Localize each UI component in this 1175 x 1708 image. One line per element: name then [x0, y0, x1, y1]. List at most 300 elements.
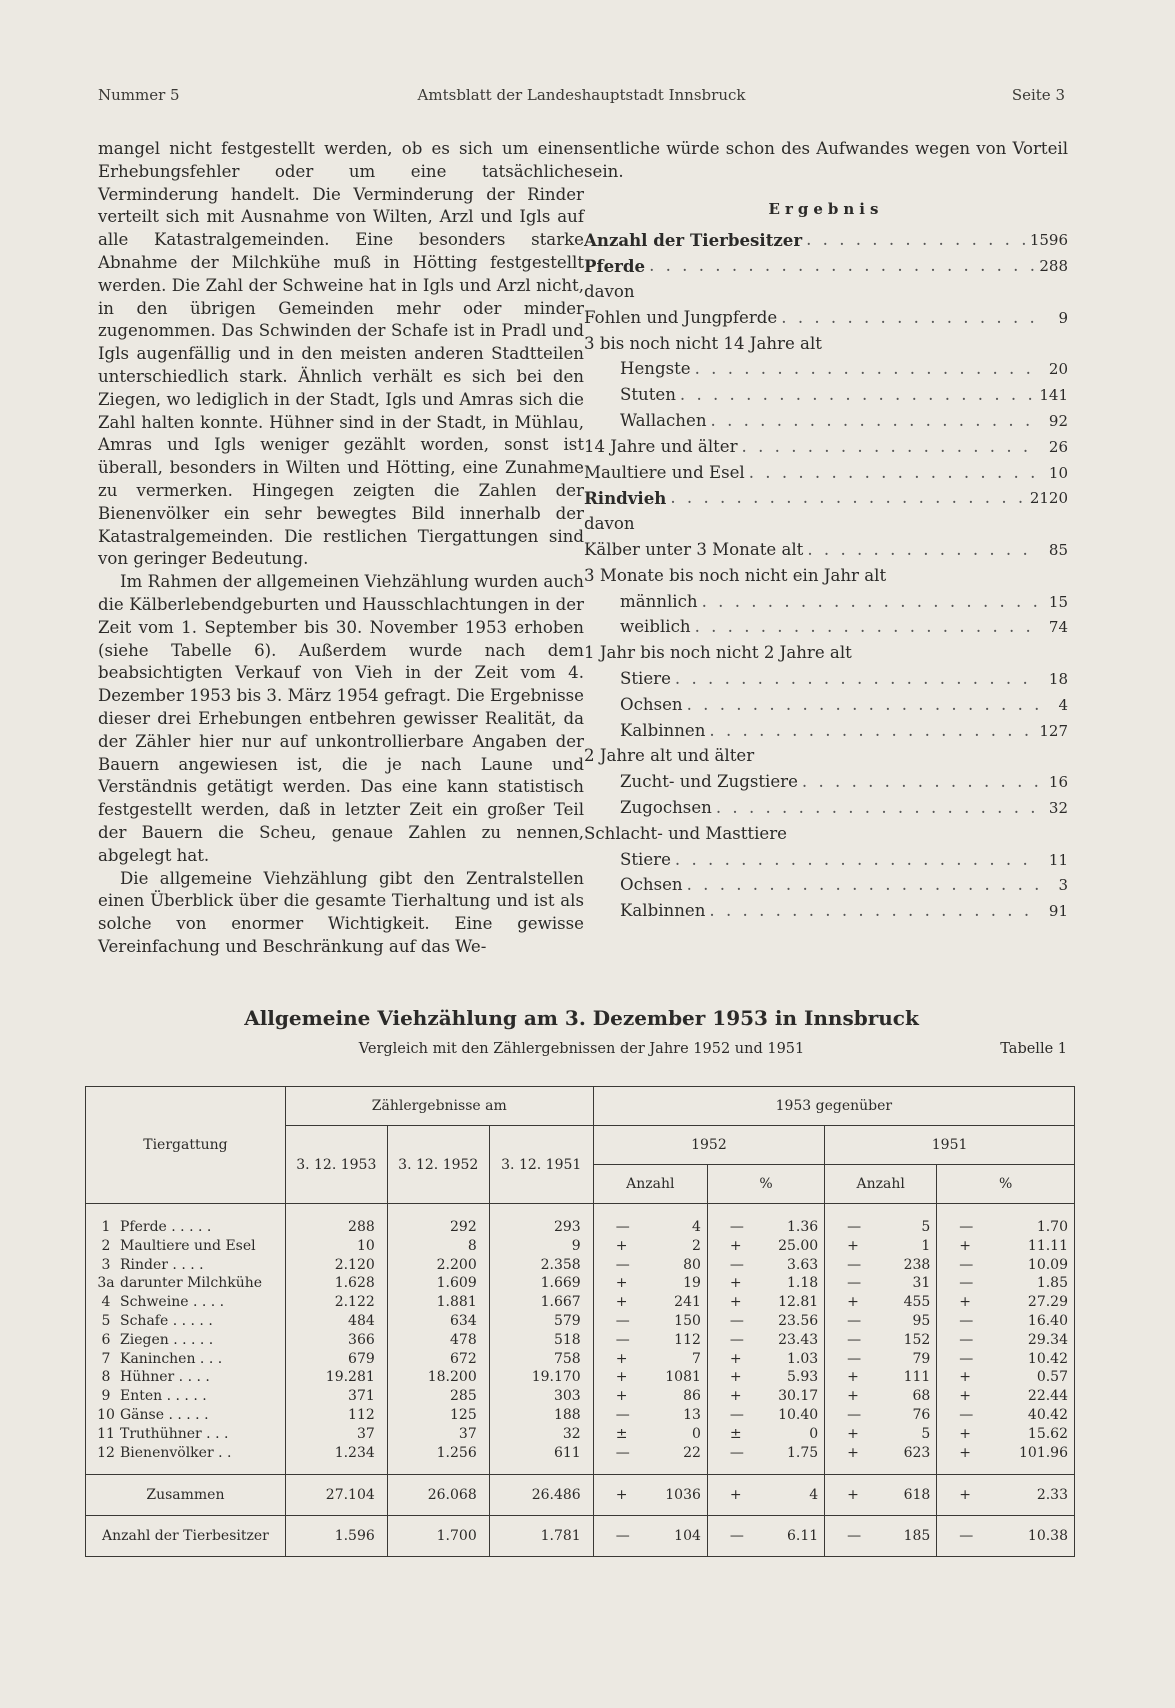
change-sign: — [729, 1406, 744, 1423]
cell-change [593, 1256, 707, 1275]
cell-v1952: 26.068 [387, 1475, 489, 1516]
table-row [86, 1368, 1075, 1387]
change-sign: + [615, 1294, 628, 1311]
row-label [86, 1331, 286, 1350]
change-sign: — [847, 1275, 862, 1292]
cell-v1951: 26.486 [489, 1475, 593, 1516]
change-sign: — [847, 1406, 862, 1423]
change-sign: — [959, 1312, 974, 1329]
cell-change [937, 1204, 1075, 1237]
result-label: weiblich [620, 617, 691, 637]
cell-change [707, 1516, 824, 1557]
cell-change [937, 1475, 1075, 1516]
change-value: 4 [691, 1219, 701, 1235]
result-value: 20 [1048, 360, 1068, 379]
result-label: 3 Monate bis noch nicht ein Jahr alt [584, 565, 887, 585]
change-value: 0 [691, 1425, 701, 1442]
result-item [584, 304, 1068, 330]
change-sign: + [615, 1388, 628, 1405]
dot-leader [705, 720, 1038, 743]
result-value: 3 [1058, 876, 1068, 895]
result-item [584, 226, 1068, 252]
result-item [584, 278, 1068, 304]
change-sign: + [729, 1275, 742, 1292]
change-value: 29.34 [1027, 1331, 1068, 1348]
cell-v1951: 293 [489, 1204, 593, 1237]
change-value: 23.56 [778, 1312, 819, 1329]
dot-leader [676, 384, 1038, 407]
row-number: 5 [101, 1312, 111, 1329]
cell-change [593, 1331, 707, 1350]
result-value: 85 [1048, 540, 1068, 559]
cell-change [707, 1274, 824, 1293]
result-item [584, 768, 1068, 794]
col-header-zaehlergebnisse: Zählergebnisse am [285, 1087, 593, 1126]
row-name: Schafe . . . . . [120, 1312, 213, 1329]
cell-change [937, 1387, 1075, 1406]
cell-change [937, 1444, 1075, 1475]
change-sign: + [847, 1425, 859, 1442]
cell-change [825, 1331, 937, 1350]
result-value: 26 [1048, 437, 1068, 456]
page-number: Seite 3 [1011, 86, 1065, 104]
result-value: 91 [1048, 902, 1068, 921]
col-header-tiergattung: Tiergattung [86, 1087, 286, 1204]
cell-change [707, 1406, 824, 1425]
cell-v1951: 188 [489, 1406, 593, 1425]
row-name: Gänse . . . . . [120, 1406, 209, 1423]
row-number: 1 [101, 1219, 111, 1235]
cell-change [825, 1406, 937, 1425]
cell-change [707, 1425, 824, 1444]
change-value: 3.63 [786, 1256, 819, 1273]
change-value: 185 [903, 1528, 931, 1545]
result-label: Stuten [620, 385, 676, 405]
col-header-anzahl: Anzahl [593, 1165, 707, 1204]
result-item [584, 330, 1068, 356]
row-number: 6 [101, 1331, 111, 1348]
col-header-anzahl: Anzahl [825, 1165, 937, 1204]
row-number: 3a [97, 1275, 115, 1292]
cell-v1952: 1.609 [387, 1274, 489, 1293]
paragraph: Die allgemeine Viehzählung gibt den Zentralstellen einen Überblick über die gesamte Tierhaltung und ist als solche von enormer Wichtigkeit. Eine gewisse Vereinfachung und Beschränkung auf das We- [98, 868, 584, 956]
change-value: 1081 [665, 1369, 701, 1386]
result-label: Zucht- und Zugstiere [620, 772, 798, 792]
livestock-table [85, 1086, 1075, 1557]
cell-v1951: 2.358 [489, 1256, 593, 1275]
table-row [86, 1256, 1075, 1275]
cell-v1951: 1.667 [489, 1293, 593, 1312]
row-name: Enten . . . . . [120, 1388, 207, 1405]
cell-v1951: 518 [489, 1331, 593, 1350]
row-label [86, 1368, 286, 1387]
page-header [98, 86, 1065, 110]
row-number: 8 [101, 1369, 111, 1386]
cell-v1953: 2.122 [285, 1293, 387, 1312]
change-value: 16.40 [1027, 1312, 1068, 1329]
result-label: Schlacht- und Masttiere [584, 823, 787, 843]
table-row [86, 1350, 1075, 1369]
change-value: 152 [903, 1331, 931, 1348]
cell-v1953: 366 [285, 1331, 387, 1350]
dot-leader [691, 358, 1038, 381]
result-item [584, 459, 1068, 485]
change-sign: — [615, 1528, 630, 1545]
col-header-1953: 3. 12. 1953 [285, 1126, 387, 1204]
result-label: Pferde [584, 256, 646, 277]
cell-v1951: 32 [489, 1425, 593, 1444]
cell-v1953: 1.234 [285, 1444, 387, 1475]
change-value: 86 [683, 1388, 701, 1405]
cell-change [825, 1350, 937, 1369]
row-name: Zusammen [146, 1487, 225, 1504]
dot-leader [671, 849, 1038, 872]
paragraph: Im Rahmen der allgemeinen Viehzählung wurden auch die Kälberlebendgeburten und Hausschlachtungen in der Zeit vom 1. September bis 30. November 1953 erhoben (siehe Tabelle 6). Außerdem wurde nach dem beabsichtigten Verkauf von Vieh in der Zeit vom 4. Dezember 1953 bis 3. März 1954 gefragt. Die Ergebnisse dieser drei Erhebungen entbehren gewisser Realität, da der Zähler hier nur auf unkontrollierbare Angaben der Bauern angewiesen ist, die je nach Laune und Verständnis getätigt werden. Das eine kann statistisch festgestellt werden, daß in letzter Zeit ein großer Teil der Bauern die Scheu, genaue Zahlen zu nennen, abgelegt hat. [98, 572, 584, 865]
cell-change [825, 1425, 937, 1444]
dot-leader [683, 694, 1038, 717]
table-body [86, 1204, 1075, 1475]
change-value: 30.17 [778, 1388, 819, 1405]
dot-leader [798, 771, 1038, 794]
change-value: 27.29 [1027, 1294, 1068, 1311]
result-value: 92 [1048, 411, 1068, 430]
cell-v1952: 292 [387, 1204, 489, 1237]
cell-v1953: 1.596 [285, 1516, 387, 1557]
row-label [86, 1516, 286, 1557]
cell-change [593, 1312, 707, 1331]
dot-leader [645, 255, 1038, 278]
table-row [86, 1312, 1075, 1331]
row-number: 10 [97, 1406, 115, 1423]
change-sign: — [847, 1312, 862, 1329]
change-value: 4 [809, 1487, 819, 1504]
cell-change [825, 1293, 937, 1312]
cell-change [825, 1312, 937, 1331]
row-number: 12 [97, 1444, 115, 1461]
issue-number: Nummer 5 [98, 86, 180, 104]
paragraph: sentliche würde schon des Aufwandes wegen von Vorteil sein. [584, 139, 1068, 181]
change-sign: — [615, 1256, 630, 1273]
result-label: 1 Jahr bis noch nicht 2 Jahre alt [584, 643, 852, 663]
change-value: 2 [691, 1237, 701, 1254]
change-sign: + [959, 1444, 972, 1461]
cell-v1951: 303 [489, 1387, 593, 1406]
result-value: 1596 [1029, 231, 1068, 250]
change-sign: — [615, 1312, 630, 1329]
result-label: Maultiere und Esel [584, 462, 745, 482]
change-sign: — [847, 1350, 862, 1367]
cell-v1953: 19.281 [285, 1368, 387, 1387]
result-item [584, 717, 1068, 743]
change-sign: — [615, 1406, 630, 1423]
result-item [584, 846, 1068, 872]
change-value: 1.75 [786, 1444, 819, 1461]
change-sign: — [959, 1275, 974, 1292]
change-sign: — [959, 1331, 974, 1348]
cell-v1953: 1.628 [285, 1274, 387, 1293]
change-sign: — [959, 1406, 974, 1423]
dot-leader [671, 668, 1038, 691]
result-label: 14 Jahre und älter [584, 436, 738, 456]
dot-leader [698, 591, 1038, 614]
cell-v1951: 611 [489, 1444, 593, 1475]
result-label: 2 Jahre alt und älter [584, 746, 755, 766]
change-sign: + [959, 1237, 972, 1254]
change-value: 22.44 [1027, 1388, 1068, 1405]
cell-change [825, 1387, 937, 1406]
change-sign: + [847, 1388, 859, 1405]
change-sign: — [729, 1312, 744, 1329]
change-sign: ± [615, 1425, 628, 1442]
change-sign: + [615, 1350, 628, 1367]
publication-title: Amtsblatt der Landeshauptstadt Innsbruck [417, 86, 746, 104]
change-value: 40.42 [1027, 1406, 1068, 1423]
cell-change [937, 1425, 1075, 1444]
table-row [86, 1293, 1075, 1312]
cell-change [593, 1368, 707, 1387]
results-heading: Ergebnis [768, 199, 884, 218]
cell-change [593, 1475, 707, 1516]
change-value: 10.09 [1027, 1256, 1068, 1273]
row-number: 4 [101, 1294, 111, 1311]
table-row [86, 1331, 1075, 1350]
change-value: 6.11 [786, 1528, 819, 1545]
cell-change [825, 1475, 937, 1516]
change-value: 15.62 [1027, 1425, 1068, 1442]
cell-change [825, 1256, 937, 1275]
change-value: 111 [903, 1369, 931, 1386]
table-row [86, 1406, 1075, 1425]
cell-v1952: 672 [387, 1350, 489, 1369]
change-value: 11.11 [1027, 1237, 1068, 1254]
dot-leader [666, 487, 1029, 510]
change-value: 623 [903, 1444, 931, 1461]
change-value: 1.36 [786, 1219, 819, 1235]
change-value: 5 [921, 1425, 931, 1442]
col-header-prozent: % [707, 1165, 824, 1204]
result-label: davon [584, 514, 635, 534]
cell-v1952: 1.700 [387, 1516, 489, 1557]
cell-change [707, 1312, 824, 1331]
table-row [86, 1387, 1075, 1406]
paragraph: mangel nicht festgestellt werden, ob es sich um einen Erhebungsfehler oder um eine tatsächliche Verminderung handelt. Die Verminderung der Rinder verteilt sich mit Ausnahme von Wilten, Arzl und Igls auf alle Katastralgemeinden. Eine besonders starke Abnahme der Milchkühe muß in Hötting festgestellt werden. Die Zahl der Schweine hat in Igls und Arzl nicht, in den übrigen Gemeinden mehr oder minder zugenommen. Das Schwinden der Schafe ist in Pradl und Igls augenfällig und in den meisten anderen Stadtteilen unterschiedlich stark. Ähnlich verhält es sich bei den Ziegen, wo lediglich in der Stadt, Igls und Amras sich die Zahl halten konnte. Hühner sind in der Stadt, in Mühlau, Amras und Igls weniger gezählt worden, sonst ist überall, besonders in Wilten und Hötting, eine Zunahme zu vermerken. Hingegen zeigten die Zahlen der Bienenvölker ein sehr bewegtes Bild innerhalb der Katastralgemeinden. Die restlichen Tiergattungen sind von geringer Bedeutung. [98, 139, 584, 569]
row-name: Ziegen . . . . . [120, 1331, 214, 1348]
row-name: Pferde . . . . . [120, 1219, 212, 1235]
col-header-vs-1952: 1952 [593, 1126, 824, 1165]
cell-change [937, 1274, 1075, 1293]
result-value: 11 [1048, 850, 1068, 869]
change-sign: + [959, 1369, 972, 1386]
row-label [86, 1293, 286, 1312]
change-sign: + [847, 1444, 859, 1461]
change-value: 95 [912, 1312, 931, 1329]
result-item [584, 536, 1068, 562]
row-name: Schweine . . . . [120, 1294, 225, 1311]
row-number: 3 [101, 1256, 111, 1273]
change-sign: — [847, 1331, 862, 1348]
result-value: 18 [1048, 669, 1068, 688]
col-header-vergleich: 1953 gegenüber [593, 1087, 1074, 1126]
change-sign: + [729, 1237, 742, 1254]
cell-change [593, 1204, 707, 1237]
row-label [86, 1312, 286, 1331]
result-value: 16 [1048, 773, 1068, 792]
cell-v1953: 679 [285, 1350, 387, 1369]
change-value: 80 [683, 1256, 701, 1273]
cell-change [937, 1312, 1075, 1331]
result-item [584, 510, 1068, 536]
row-name: darunter Milchkühe [120, 1275, 263, 1292]
cell-change [937, 1350, 1075, 1369]
change-sign: + [729, 1350, 742, 1367]
result-label: Kalbinnen [620, 720, 706, 740]
cell-change [825, 1274, 937, 1293]
result-value: 141 [1039, 386, 1068, 405]
dot-leader [683, 874, 1038, 897]
dot-leader [777, 307, 1038, 330]
row-label [86, 1475, 286, 1516]
change-sign: — [729, 1444, 744, 1461]
cell-change [707, 1204, 824, 1237]
change-value: 76 [912, 1406, 931, 1423]
result-value: 4 [1058, 695, 1068, 714]
result-item [584, 820, 1068, 846]
change-sign: + [615, 1237, 628, 1254]
dot-leader [745, 462, 1038, 485]
result-label: davon [584, 281, 635, 301]
change-value: 0.57 [1036, 1369, 1068, 1386]
cell-v1953: 371 [285, 1387, 387, 1406]
change-value: 618 [903, 1487, 931, 1504]
cell-v1953: 288 [285, 1204, 387, 1237]
row-label [86, 1237, 286, 1256]
result-label: Hengste [620, 359, 691, 379]
cell-change [825, 1237, 937, 1256]
cell-change [707, 1237, 824, 1256]
row-label [86, 1204, 286, 1237]
change-value: 10.42 [1027, 1350, 1068, 1367]
row-label [86, 1274, 286, 1293]
cell-change [707, 1444, 824, 1475]
change-sign: + [847, 1369, 859, 1386]
change-sign: + [729, 1388, 742, 1405]
cell-v1953: 484 [285, 1312, 387, 1331]
result-label: Stiere [620, 668, 671, 688]
cell-change [707, 1475, 824, 1516]
cell-v1952: 634 [387, 1312, 489, 1331]
result-label: männlich [620, 591, 698, 611]
cell-change [707, 1387, 824, 1406]
result-label: Anzahl der Tierbesitzer [584, 230, 803, 251]
row-label [86, 1444, 286, 1475]
left-text-column [98, 138, 584, 959]
col-header-1952: 3. 12. 1952 [387, 1126, 489, 1204]
dot-leader [705, 900, 1038, 923]
change-value: 1.85 [1036, 1275, 1068, 1292]
result-item [584, 742, 1068, 768]
change-value: 25.00 [778, 1237, 819, 1254]
row-name: Hühner . . . . [120, 1369, 210, 1386]
result-item [584, 562, 1068, 588]
row-number: 11 [97, 1425, 115, 1442]
cell-change [593, 1350, 707, 1369]
results-list [584, 226, 1068, 923]
result-item [584, 484, 1068, 510]
row-name: Kaninchen . . . [120, 1350, 223, 1367]
result-label: Kälber unter 3 Monate alt [584, 539, 804, 559]
change-value: 12.81 [778, 1294, 819, 1311]
change-value: 31 [912, 1275, 931, 1292]
cell-v1952: 478 [387, 1331, 489, 1350]
change-sign: + [729, 1487, 742, 1504]
cell-v1952: 37 [387, 1425, 489, 1444]
result-label: Wallachen [620, 410, 707, 430]
result-label: Zugochsen [620, 797, 712, 817]
change-value: 104 [674, 1528, 701, 1545]
table-title: Allgemeine Viehzählung am 3. Dezember 1953 in Innsbruck [244, 1006, 919, 1030]
table-number: Tabelle 1 [1000, 1041, 1067, 1057]
change-sign: — [847, 1219, 862, 1235]
change-sign: + [729, 1294, 742, 1311]
cell-change [707, 1350, 824, 1369]
change-sign: — [729, 1256, 744, 1273]
result-item [584, 381, 1068, 407]
row-label [86, 1350, 286, 1369]
result-label: Ochsen [620, 694, 683, 714]
row-name: Bienenvölker . . [120, 1444, 232, 1461]
row-label [86, 1406, 286, 1425]
result-value: 127 [1039, 721, 1068, 740]
row-name: Maultiere und Esel [120, 1237, 256, 1254]
cell-v1951: 1.781 [489, 1516, 593, 1557]
change-sign: + [959, 1294, 972, 1311]
cell-change [593, 1444, 707, 1475]
cell-change [937, 1368, 1075, 1387]
change-sign: + [959, 1425, 972, 1442]
result-item [584, 613, 1068, 639]
result-value: 10 [1048, 463, 1068, 482]
cell-change [593, 1274, 707, 1293]
result-label: Kalbinnen [620, 901, 706, 921]
result-item [584, 871, 1068, 897]
row-number: 9 [101, 1388, 111, 1405]
cell-v1953: 27.104 [285, 1475, 387, 1516]
change-sign: + [959, 1388, 972, 1405]
change-value: 1 [921, 1237, 931, 1254]
result-item [584, 588, 1068, 614]
change-sign: — [959, 1528, 974, 1545]
change-value: 455 [903, 1294, 931, 1311]
table-subtitle: Vergleich mit den Zählergebnissen der Jahre 1952 und 1951 [358, 1041, 805, 1057]
change-value: 238 [903, 1256, 931, 1273]
row-number: 2 [101, 1237, 111, 1254]
cell-v1952: 285 [387, 1387, 489, 1406]
result-item [584, 252, 1068, 278]
cell-change [937, 1256, 1075, 1275]
change-sign: — [959, 1256, 974, 1273]
row-name: Anzahl der Tierbesitzer [101, 1528, 269, 1545]
dot-leader [691, 616, 1038, 639]
cell-v1952: 1.881 [387, 1293, 489, 1312]
change-value: 7 [691, 1350, 701, 1367]
cell-v1951: 758 [489, 1350, 593, 1369]
change-value: 1.18 [786, 1275, 819, 1292]
table-totals [86, 1475, 1075, 1557]
col-header-1951: 3. 12. 1951 [489, 1126, 593, 1204]
change-value: 0 [809, 1425, 819, 1442]
row-label [86, 1387, 286, 1406]
cell-v1953: 37 [285, 1425, 387, 1444]
